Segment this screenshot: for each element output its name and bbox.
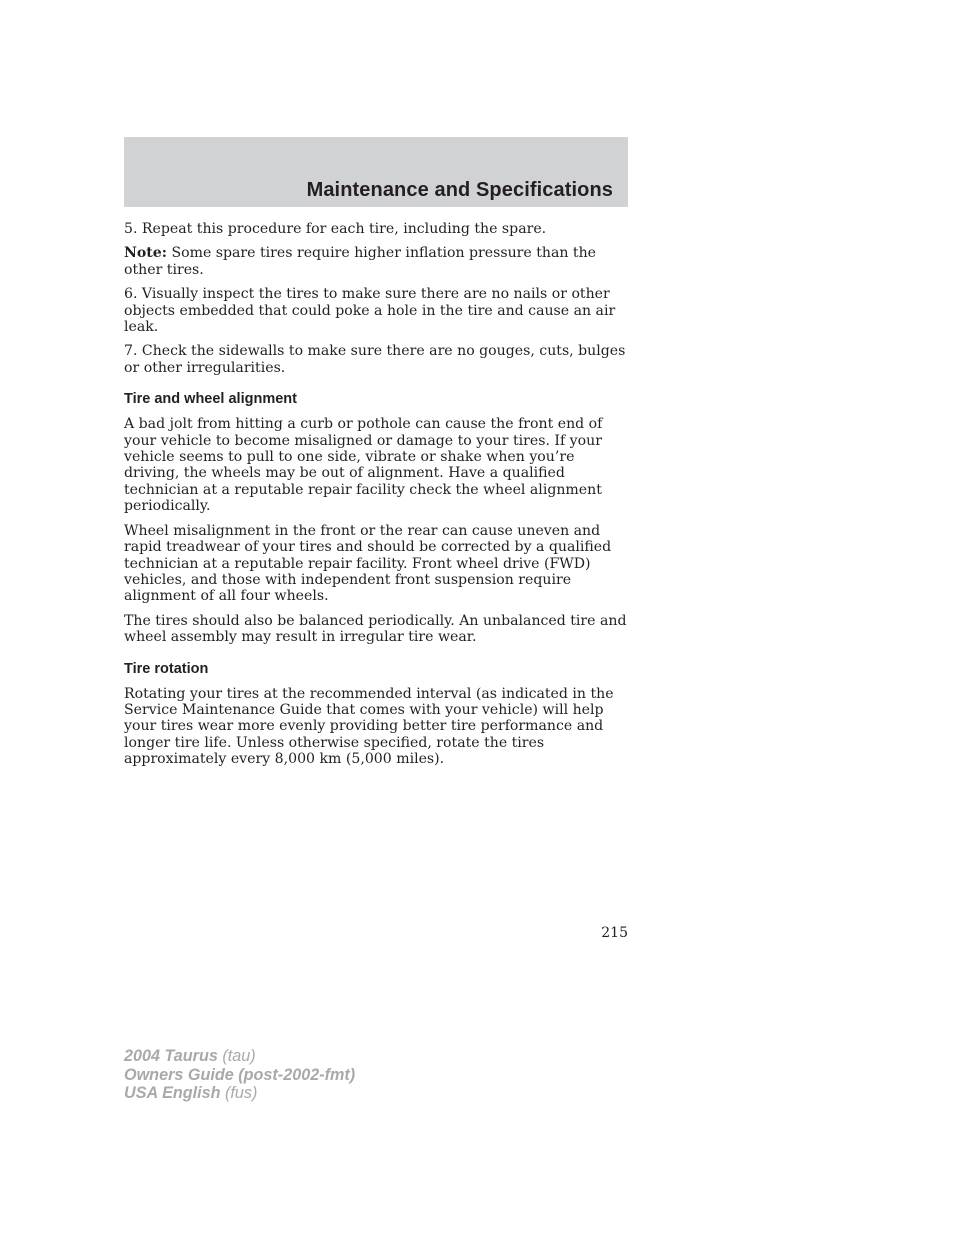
footer-language: USA English	[124, 1084, 221, 1102]
alignment-paragraph-1: A bad jolt from hitting a curb or pothole can cause the front end of your vehicle to become misaligned or damage to your tires. If your vehicle seems to pull to one side, vibrate or shake when you’re driving, the wheels may be out of alignment. Have a qualified technician at a reputable repair facility check the wheel alignment periodically.	[124, 416, 603, 515]
note-paragraph	[124, 245, 628, 278]
footer-line-3	[124, 1084, 355, 1103]
footer-guide: Owners Guide (post-2002-fmt)	[124, 1065, 356, 1084]
rotation-heading: Tire rotation	[124, 660, 209, 677]
section-title: Maintenance and Specifications	[306, 179, 613, 201]
note-label: Note:	[124, 245, 167, 262]
alignment-paragraph-3: The tires should also be balanced periodically. An unbalanced tire and wheel assembly may result in irregular tire wear.	[124, 612, 627, 646]
step-7-text: 7. Check the sidewalls to make sure there are no gouges, cuts, bulges or other irregularities.	[124, 343, 626, 376]
page-number: 215	[601, 925, 628, 941]
alignment-heading: Tire and wheel alignment	[124, 391, 297, 408]
page-content	[124, 221, 628, 776]
footer-line-1	[124, 1047, 355, 1066]
footer-line-2	[124, 1066, 355, 1085]
document-footer	[124, 1047, 355, 1103]
rotation-paragraph-1: Rotating your tires at the recommended interval (as indicated in the Service Maintenance Guide that comes with your vehicle) will help your tires wear more evenly providing better tire performance and longer tire life. Unless otherwise specified, rotate the tires approximately every 8,000 km (5,000 miles).	[124, 685, 614, 768]
step-6-text: 6. Visually inspect the tires to make sure there are no nails or other objects embedded that could poke a hole in the tire and cause an air leak.	[124, 286, 616, 336]
note-text: Some spare tires require higher inflation pressure than the other tires.	[124, 245, 597, 278]
footer-model-code: (tau)	[217, 1047, 256, 1065]
footer-language-code: (fus)	[220, 1084, 258, 1102]
section-header-band	[124, 137, 628, 207]
step-5-text: 5. Repeat this procedure for each tire, including the spare.	[124, 221, 547, 237]
alignment-paragraph-2: Wheel misalignment in the front or the rear can cause uneven and rapid treadwear of your tires and should be corrected by a qualified technician at a reputable repair facility. Front wheel drive (FWD) vehicles, and those with independent front suspension require alignment of all four wheels.	[124, 522, 612, 605]
footer-model: 2004 Taurus	[124, 1047, 218, 1065]
